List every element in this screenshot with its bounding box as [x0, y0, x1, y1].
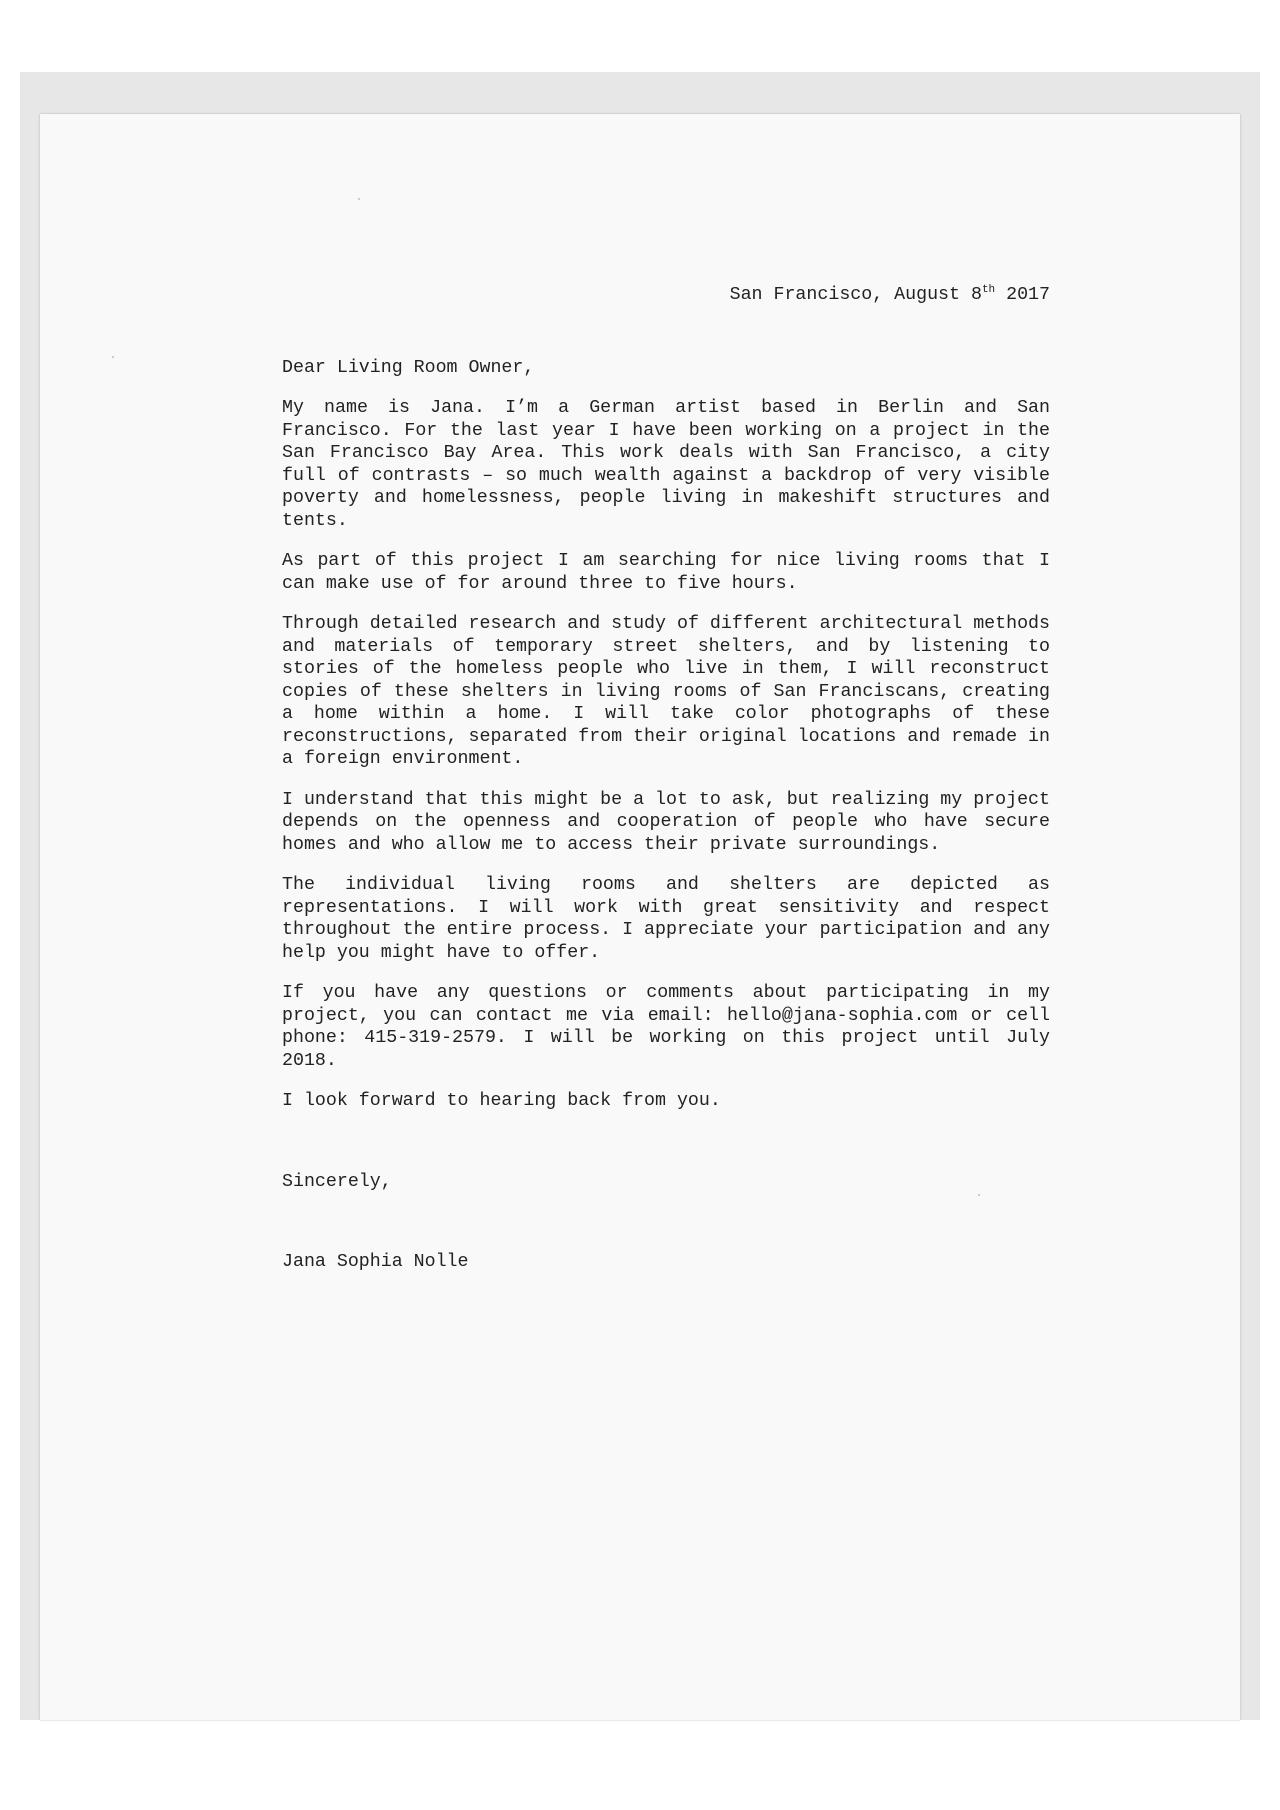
scan-background: [20, 72, 1260, 1720]
closing: Sincerely,: [282, 1171, 392, 1192]
scan-speck: [112, 356, 114, 358]
date-year: 2017: [995, 285, 1050, 305]
date-ordinal-suffix: th: [981, 283, 996, 296]
date-text: San Francisco, August 8: [729, 285, 982, 305]
letter-date: [282, 284, 1050, 307]
paragraph-method: Through detailed research and study of different architectural methods and materials of temporary street shelters, and by listening to stories of the homeless people who live in them, I will reconstruct copies of these shelters in living rooms of San Franciscans, creating a home within a home. I will take color photographs of these reconstructions, separated from their original locations and remade in a foreign environment.: [282, 614, 1050, 769]
salutation: Dear Living Room Owner,: [282, 357, 535, 378]
letter-body: [282, 284, 1050, 1274]
letter-page: [40, 114, 1240, 1720]
signature-name: Jana Sophia Nolle: [282, 1252, 469, 1272]
paragraph-introduction: My name is Jana. I’m a German artist based in Berlin and San Francisco. For the last year I have been working on a project in the San Francisco Bay Area. This work deals with San Francisco, a city full of contrasts – so much wealth against a backdrop of very visible poverty and homelessness, people living in makeshift structures and tents.: [282, 398, 1050, 531]
paragraph-closing-remark: I look forward to hearing back from you.: [282, 1091, 721, 1111]
paragraph-cooperation: I understand that this might be a lot to ask, but realizing my project depends on the openness and cooperation of people who have secure homes and who allow me to access their private surroundings.: [282, 789, 1050, 855]
paragraph-request: As part of this project I am searching for nice living rooms that I can make use of for around three to five hours.: [282, 551, 1050, 594]
paragraph-contact: If you have any questions or comments about participating in my project, you can contact me via email: hello@jana-sophia.com or cell phone: 415-319-2579. I will be working on this project until July 2018.: [282, 983, 1050, 1071]
paragraph-sensitivity: The individual living rooms and shelters are depicted as representations. I will work with great sensitivity and respect throughout the entire process. I appreciate your participation and any help you might have to offer.: [282, 875, 1050, 963]
scan-speck: [358, 198, 360, 200]
